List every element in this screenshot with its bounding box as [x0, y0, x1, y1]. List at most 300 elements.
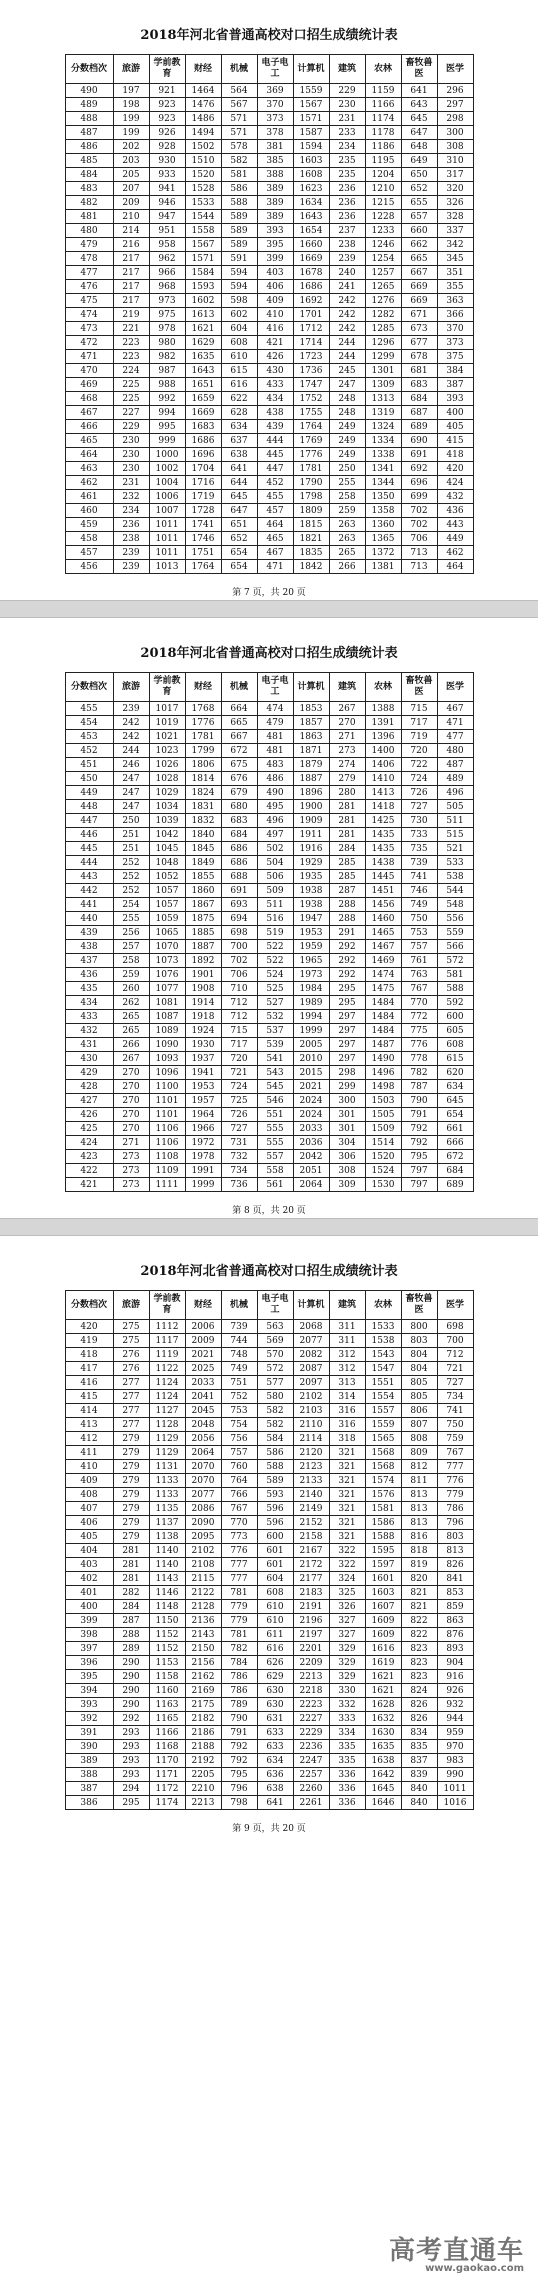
count-cell: 698	[221, 926, 257, 940]
table-header-row	[65, 673, 473, 702]
count-cell: 1309	[365, 378, 401, 392]
count-cell: 654	[437, 1108, 473, 1122]
count-cell: 631	[257, 1712, 293, 1726]
count-cell: 748	[221, 1348, 257, 1362]
count-cell: 1751	[185, 546, 221, 560]
count-cell: 1042	[149, 828, 185, 842]
count-cell: 1484	[365, 996, 401, 1010]
count-cell: 586	[221, 182, 257, 196]
count-cell: 2042	[293, 1150, 329, 1164]
score-cell: 398	[65, 1628, 113, 1642]
count-cell: 941	[149, 182, 185, 196]
table-row	[65, 560, 473, 574]
count-cell: 1609	[365, 1614, 401, 1628]
score-cell: 459	[65, 518, 113, 532]
score-cell: 415	[65, 1390, 113, 1404]
count-cell: 236	[329, 182, 365, 196]
count-cell: 1581	[365, 1502, 401, 1516]
count-cell: 638	[221, 448, 257, 462]
count-cell: 1464	[185, 84, 221, 98]
score-cell: 404	[65, 1544, 113, 1558]
column-header: 建筑	[329, 55, 365, 84]
count-cell: 923	[149, 98, 185, 112]
count-cell: 1595	[365, 1544, 401, 1558]
count-cell: 978	[149, 322, 185, 336]
count-cell: 2247	[293, 1754, 329, 1768]
count-cell: 751	[221, 1376, 257, 1390]
count-cell: 403	[257, 266, 293, 280]
count-cell: 544	[437, 884, 473, 898]
count-cell: 689	[401, 420, 437, 434]
count-cell: 1769	[293, 434, 329, 448]
score-cell: 490	[65, 84, 113, 98]
count-cell: 251	[113, 842, 149, 856]
count-cell: 465	[257, 532, 293, 546]
count-cell: 578	[221, 140, 257, 154]
count-cell: 1741	[185, 518, 221, 532]
count-cell: 241	[329, 280, 365, 294]
table-row	[65, 266, 473, 280]
table-row	[65, 926, 473, 940]
table-row	[65, 1066, 473, 1080]
column-header: 财经	[185, 1291, 221, 1320]
column-header: 医学	[437, 55, 473, 84]
count-cell: 1006	[149, 490, 185, 504]
count-cell: 1096	[149, 1066, 185, 1080]
count-cell: 966	[149, 266, 185, 280]
count-cell: 279	[113, 1432, 149, 1446]
table-row	[65, 1362, 473, 1376]
count-cell: 271	[329, 730, 365, 744]
count-cell: 2010	[293, 1052, 329, 1066]
count-cell: 1692	[293, 294, 329, 308]
page-footer: 第 8 页，共 20 页	[232, 1206, 306, 1216]
count-cell: 1559	[293, 84, 329, 98]
count-cell: 598	[221, 294, 257, 308]
count-cell: 715	[221, 1024, 257, 1038]
score-cell: 429	[65, 1066, 113, 1080]
count-cell: 1964	[185, 1108, 221, 1122]
count-cell: 1153	[149, 1656, 185, 1670]
count-cell: 259	[113, 968, 149, 982]
count-cell: 2041	[185, 1390, 221, 1404]
count-cell: 696	[401, 476, 437, 490]
count-cell: 790	[221, 1712, 257, 1726]
count-cell: 258	[329, 490, 365, 504]
count-cell: 217	[113, 294, 149, 308]
count-cell: 1313	[365, 392, 401, 406]
count-cell: 271	[113, 1136, 149, 1150]
count-cell: 786	[221, 1684, 257, 1698]
count-cell: 293	[113, 1740, 149, 1754]
count-cell: 1520	[185, 168, 221, 182]
count-cell: 797	[401, 1164, 437, 1178]
count-cell: 297	[437, 98, 473, 112]
table-row	[65, 1698, 473, 1712]
document-page	[0, 1262, 538, 1836]
count-cell: 1809	[293, 504, 329, 518]
score-cell: 488	[65, 112, 113, 126]
count-cell: 1558	[185, 224, 221, 238]
page-title: 2018年河北省普通高校对口招生成绩统计表	[140, 646, 398, 661]
count-cell: 270	[113, 1108, 149, 1122]
count-cell: 279	[113, 1488, 149, 1502]
count-cell: 990	[437, 1768, 473, 1782]
table-row	[65, 716, 473, 730]
column-header: 电子电工	[257, 55, 293, 84]
count-cell: 1845	[185, 842, 221, 856]
count-cell: 792	[221, 1754, 257, 1768]
count-cell: 1947	[293, 912, 329, 926]
count-cell: 1338	[365, 448, 401, 462]
count-cell: 608	[437, 1038, 473, 1052]
count-cell: 1081	[149, 996, 185, 1010]
count-cell: 1146	[149, 1586, 185, 1600]
count-cell: 2158	[293, 1530, 329, 1544]
count-cell: 944	[437, 1712, 473, 1726]
count-cell: 1755	[293, 406, 329, 420]
count-cell: 285	[329, 870, 365, 884]
table-row	[65, 1080, 473, 1094]
count-cell: 1021	[149, 730, 185, 744]
count-cell: 951	[149, 224, 185, 238]
count-cell: 1686	[293, 280, 329, 294]
count-cell: 1896	[293, 786, 329, 800]
count-cell: 1781	[185, 730, 221, 744]
count-cell: 2077	[293, 1334, 329, 1348]
table-row	[65, 1516, 473, 1530]
count-cell: 279	[329, 772, 365, 786]
score-cell: 454	[65, 716, 113, 730]
count-cell: 474	[257, 702, 293, 716]
count-cell: 298	[329, 1066, 365, 1080]
count-cell: 1908	[185, 982, 221, 996]
count-cell: 727	[437, 1376, 473, 1390]
table-row	[65, 1122, 473, 1136]
count-cell: 602	[221, 308, 257, 322]
count-cell: 1465	[365, 926, 401, 940]
score-cell: 466	[65, 420, 113, 434]
count-cell: 947	[149, 210, 185, 224]
count-cell: 823	[401, 1642, 437, 1656]
column-header: 学前教育	[149, 55, 185, 84]
count-cell: 724	[221, 1080, 257, 1094]
count-cell: 726	[221, 1108, 257, 1122]
count-cell: 700	[221, 940, 257, 954]
count-cell: 1973	[293, 968, 329, 982]
count-cell: 1855	[185, 870, 221, 884]
count-cell: 2024	[293, 1094, 329, 1108]
count-cell: 691	[221, 884, 257, 898]
count-cell: 406	[257, 280, 293, 294]
score-cell: 472	[65, 336, 113, 350]
count-cell: 300	[329, 1094, 365, 1108]
score-cell: 428	[65, 1080, 113, 1094]
count-cell: 1233	[365, 224, 401, 238]
score-cell: 462	[65, 476, 113, 490]
count-cell: 1953	[293, 926, 329, 940]
table-row	[65, 1488, 473, 1502]
count-cell: 1011	[437, 1782, 473, 1796]
count-cell: 258	[113, 954, 149, 968]
count-cell: 1358	[365, 504, 401, 518]
count-cell: 746	[401, 884, 437, 898]
column-header: 机械	[221, 673, 257, 702]
count-cell: 1567	[185, 238, 221, 252]
count-cell: 217	[113, 266, 149, 280]
count-cell: 722	[401, 758, 437, 772]
count-cell: 295	[329, 996, 365, 1010]
count-cell: 1959	[293, 940, 329, 954]
count-cell: 807	[401, 1418, 437, 1432]
count-cell: 1496	[365, 1066, 401, 1080]
count-cell: 1365	[365, 532, 401, 546]
count-cell: 754	[221, 1418, 257, 1432]
count-cell: 1152	[149, 1642, 185, 1656]
count-cell: 1143	[149, 1572, 185, 1586]
count-cell: 1017	[149, 702, 185, 716]
page-title: 2018年河北省普通高校对口招生成绩统计表	[140, 1264, 398, 1279]
count-cell: 667	[401, 266, 437, 280]
score-cell: 437	[65, 954, 113, 968]
table-row	[65, 1600, 473, 1614]
count-cell: 297	[329, 1024, 365, 1038]
count-cell: 1257	[365, 266, 401, 280]
count-cell: 405	[437, 420, 473, 434]
score-cell: 413	[65, 1418, 113, 1432]
score-cell: 457	[65, 546, 113, 560]
count-cell: 589	[257, 1474, 293, 1488]
count-cell: 2152	[293, 1516, 329, 1530]
table-row	[65, 884, 473, 898]
count-cell: 628	[221, 406, 257, 420]
count-cell: 1484	[365, 1024, 401, 1038]
count-cell: 375	[437, 350, 473, 364]
score-cell: 399	[65, 1614, 113, 1628]
count-cell: 1016	[437, 1796, 473, 1810]
table-row	[65, 1136, 473, 1150]
count-cell: 715	[401, 702, 437, 716]
count-cell: 1456	[365, 898, 401, 912]
count-cell: 594	[221, 280, 257, 294]
table-header-row	[65, 55, 473, 84]
count-cell: 199	[113, 126, 149, 140]
table-row	[65, 1754, 473, 1768]
count-cell: 1678	[293, 266, 329, 280]
count-cell: 791	[221, 1726, 257, 1740]
count-cell: 813	[401, 1516, 437, 1530]
score-cell: 418	[65, 1348, 113, 1362]
count-cell: 2048	[185, 1418, 221, 1432]
table-row	[65, 392, 473, 406]
count-cell: 1160	[149, 1684, 185, 1698]
count-cell: 288	[329, 898, 365, 912]
count-cell: 210	[113, 210, 149, 224]
count-cell: 202	[113, 140, 149, 154]
count-cell: 242	[113, 716, 149, 730]
count-cell: 416	[257, 322, 293, 336]
count-cell: 355	[437, 280, 473, 294]
table-row	[65, 842, 473, 856]
table-row	[65, 490, 473, 504]
count-cell: 1629	[185, 336, 221, 350]
count-cell: 633	[257, 1726, 293, 1740]
table-row	[65, 140, 473, 154]
count-cell: 251	[113, 828, 149, 842]
count-cell: 1623	[293, 182, 329, 196]
count-cell: 506	[257, 870, 293, 884]
count-cell: 1438	[365, 856, 401, 870]
count-cell: 242	[329, 308, 365, 322]
score-cell: 444	[65, 856, 113, 870]
count-cell: 2197	[293, 1628, 329, 1642]
count-cell: 295	[329, 982, 365, 996]
count-cell: 683	[221, 814, 257, 828]
count-cell: 791	[401, 1108, 437, 1122]
count-cell: 679	[221, 786, 257, 800]
count-cell: 1965	[293, 954, 329, 968]
score-cell: 486	[65, 140, 113, 154]
count-cell: 1602	[185, 294, 221, 308]
count-cell: 604	[221, 322, 257, 336]
count-cell: 588	[437, 982, 473, 996]
count-cell: 249	[329, 420, 365, 434]
count-cell: 239	[113, 546, 149, 560]
count-cell: 230	[113, 448, 149, 462]
count-cell: 808	[401, 1432, 437, 1446]
count-cell: 370	[257, 98, 293, 112]
count-cell: 1594	[293, 140, 329, 154]
count-cell: 1909	[293, 814, 329, 828]
count-cell: 275	[113, 1320, 149, 1334]
count-cell: 1972	[185, 1136, 221, 1150]
count-cell: 1486	[185, 112, 221, 126]
count-cell: 1559	[365, 1418, 401, 1432]
column-header: 医学	[437, 673, 473, 702]
count-cell: 1215	[365, 196, 401, 210]
count-cell: 776	[401, 1038, 437, 1052]
count-cell: 582	[257, 1404, 293, 1418]
score-cell: 442	[65, 884, 113, 898]
count-cell: 1285	[365, 322, 401, 336]
count-cell: 616	[221, 378, 257, 392]
table-row	[65, 308, 473, 322]
count-cell: 923	[149, 112, 185, 126]
count-cell: 2156	[185, 1656, 221, 1670]
count-cell: 1821	[293, 532, 329, 546]
count-cell: 322	[329, 1558, 365, 1572]
count-cell: 1101	[149, 1108, 185, 1122]
score-cell: 405	[65, 1530, 113, 1544]
count-cell: 1857	[293, 716, 329, 730]
count-cell: 713	[401, 546, 437, 560]
count-cell: 652	[221, 532, 257, 546]
count-cell: 229	[113, 420, 149, 434]
count-cell: 775	[401, 1024, 437, 1038]
count-cell: 527	[257, 996, 293, 1010]
score-cell: 461	[65, 490, 113, 504]
count-cell: 1924	[185, 1024, 221, 1038]
count-cell: 1798	[293, 490, 329, 504]
count-cell: 752	[221, 1390, 257, 1404]
count-cell: 1723	[293, 350, 329, 364]
count-cell: 248	[329, 392, 365, 406]
site-watermark	[389, 2230, 524, 2274]
count-cell: 645	[221, 490, 257, 504]
count-cell: 1059	[149, 912, 185, 926]
table-row	[65, 786, 473, 800]
count-cell: 2036	[293, 1136, 329, 1150]
count-cell: 2191	[293, 1600, 329, 1614]
count-cell: 2261	[293, 1796, 329, 1810]
count-cell: 1747	[293, 378, 329, 392]
count-cell: 1930	[185, 1038, 221, 1052]
count-cell: 1557	[365, 1404, 401, 1418]
column-header: 建筑	[329, 1291, 365, 1320]
score-cell: 440	[65, 912, 113, 926]
score-table	[65, 1290, 474, 1810]
count-cell: 591	[221, 252, 257, 266]
count-cell: 786	[437, 1502, 473, 1516]
table-row	[65, 814, 473, 828]
count-cell: 1935	[293, 870, 329, 884]
count-cell: 275	[113, 1334, 149, 1348]
count-cell: 1588	[365, 1530, 401, 1544]
count-cell: 1011	[149, 546, 185, 560]
count-cell: 777	[221, 1572, 257, 1586]
count-cell: 1065	[149, 926, 185, 940]
count-cell: 1341	[365, 462, 401, 476]
count-cell: 1601	[365, 1572, 401, 1586]
count-cell: 645	[401, 112, 437, 126]
count-cell: 741	[437, 1404, 473, 1418]
count-cell: 2149	[293, 1502, 329, 1516]
table-row	[65, 1334, 473, 1348]
count-cell: 2213	[185, 1796, 221, 1810]
count-cell: 209	[113, 196, 149, 210]
count-cell: 719	[401, 730, 437, 744]
count-cell: 1172	[149, 1782, 185, 1796]
count-cell: 813	[401, 1502, 437, 1516]
count-cell: 1832	[185, 814, 221, 828]
count-cell: 835	[401, 1740, 437, 1754]
count-cell: 678	[401, 350, 437, 364]
count-cell: 863	[437, 1614, 473, 1628]
watermark-main: 高考直通车	[388, 2236, 524, 2266]
count-cell: 1746	[185, 532, 221, 546]
count-cell: 1528	[185, 182, 221, 196]
count-cell: 633	[257, 1740, 293, 1754]
count-cell: 1140	[149, 1558, 185, 1572]
count-cell: 636	[257, 1768, 293, 1782]
count-cell: 781	[221, 1586, 257, 1600]
count-cell: 516	[257, 912, 293, 926]
count-cell: 539	[257, 1038, 293, 1052]
count-cell: 795	[221, 1768, 257, 1782]
count-cell: 926	[437, 1684, 473, 1698]
count-cell: 1634	[293, 196, 329, 210]
count-cell: 1911	[293, 828, 329, 842]
score-cell: 425	[65, 1122, 113, 1136]
table-row	[65, 84, 473, 98]
count-cell: 489	[437, 772, 473, 786]
count-cell: 1840	[185, 828, 221, 842]
table-row	[65, 1712, 473, 1726]
table-row	[65, 378, 473, 392]
count-cell: 1643	[185, 364, 221, 378]
count-cell: 293	[113, 1754, 149, 1768]
count-cell: 1696	[185, 448, 221, 462]
